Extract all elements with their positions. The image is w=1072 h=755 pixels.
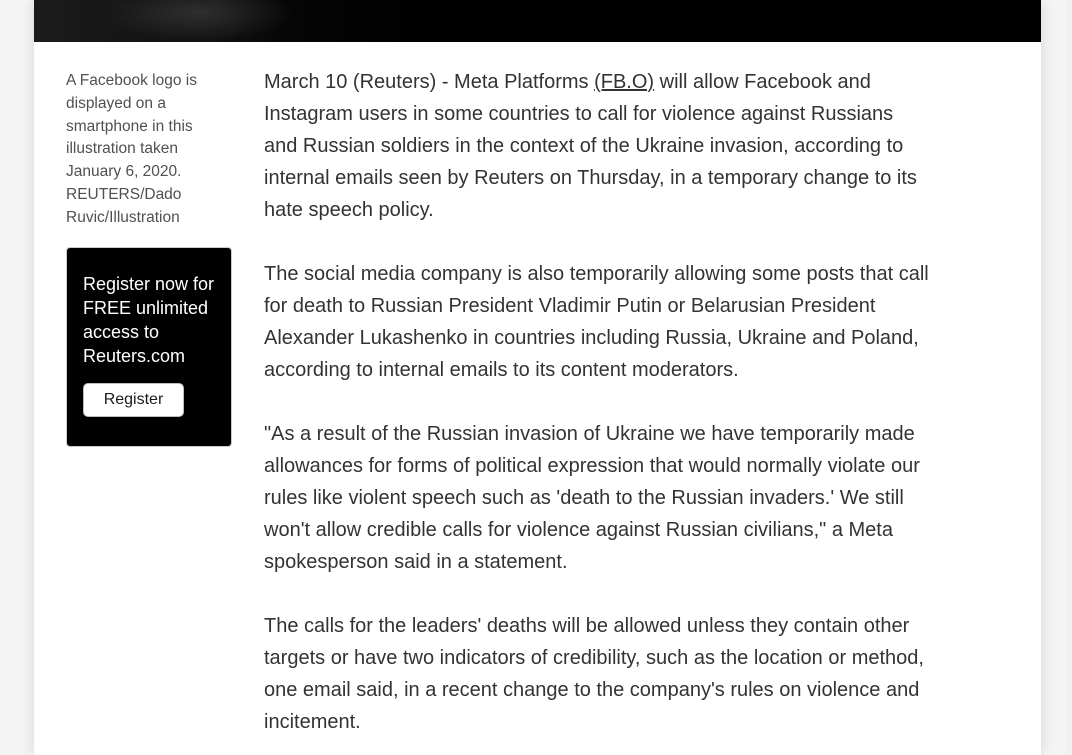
article-paragraph: The social media company is also temporarily allowing some posts that call for death to Russian President Vladimir Putin or Belarusian President Alexander Lukashenko in countries including Russia, Ukraine and Poland, according to internal emails to its content moderators.: [264, 263, 929, 381]
article-paragraph: "As a result of the Russian invasion of Ukraine we have temporarily made allowances for forms of political expression that would normally violate our rules like violent speech such as 'death to the Russian invaders.' We still won't allow credible calls for violence against Russian civilians," a Meta spokesperson said in a statement.: [264, 423, 920, 573]
promo-text: Register now for FREE unlimited access to Reuters.com: [83, 274, 215, 366]
article-body: [264, 66, 929, 755]
image-caption: A Facebook logo is displayed on a smartphone in this illustration taken January 6, 2020. REUTERS/Dado Ruvic/Illustration: [66, 72, 197, 226]
hero-image: [34, 0, 1041, 42]
paragraph-text: will allow Facebook and Instagram users in some countries to call for violence against Russians and Russian soldiers in the context of the Ukraine invasion, according to internal emails seen by Reuters on Thursday, in a temporary change to its hate speech policy.: [264, 71, 917, 221]
register-promo: [66, 247, 232, 447]
hero-image-highlight: [104, 0, 294, 42]
page-edge: [1066, 0, 1072, 755]
register-button[interactable]: Register: [83, 383, 184, 417]
ticker-link[interactable]: (FB.O): [594, 71, 655, 93]
article-paragraph: [264, 66, 929, 226]
article-card: [34, 0, 1041, 755]
article-paragraph: The calls for the leaders' deaths will be allowed unless they contain other targets or have two indicators of credibility, such as the location or method, one email said, in a recent change to the company's rules on violence and incitement.: [264, 615, 924, 733]
paragraph-text: March 10 (Reuters) - Meta Platforms: [264, 71, 595, 93]
